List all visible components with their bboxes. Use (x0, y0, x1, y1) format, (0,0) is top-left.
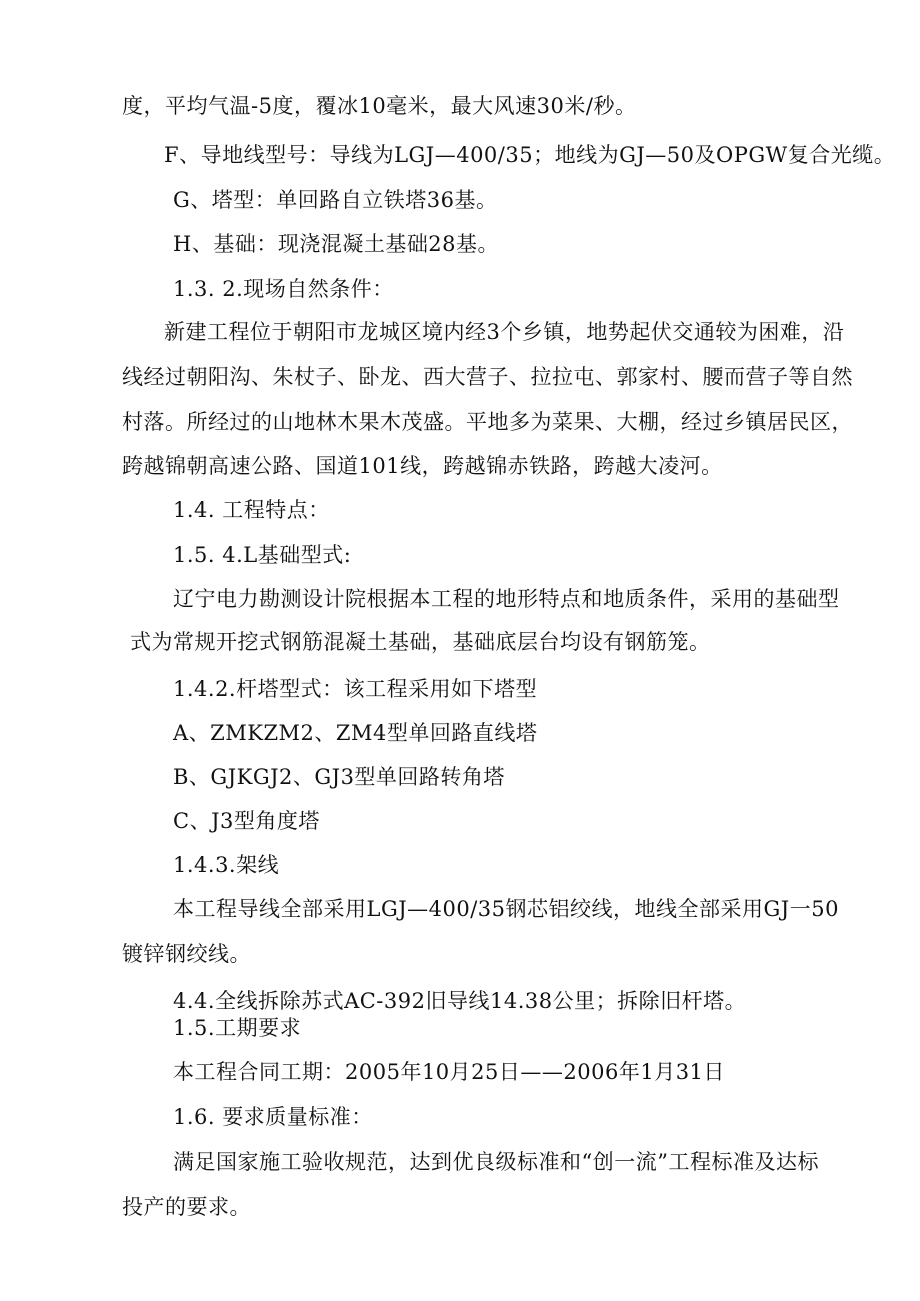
paragraph-line: F、导地线型号：导线为LGJ—400/35；地线为GJ—50及OPGW复合光缆。 (164, 143, 896, 167)
paragraph-line: 本工程导线全部采用LGJ—400/35钢芯铝绞线，地线全部采用GJ一50 (173, 897, 839, 921)
paragraph-line: G、塔型：单回路自立铁塔36基。 (173, 188, 498, 212)
paragraph-line: 镀锌钢绞线。 (122, 942, 251, 966)
paragraph-line: H、基础：现浇混凝土基础28基。 (173, 232, 500, 256)
paragraph-line: 度，平均气温-5度，覆冰10毫米，最大风速30米/秒。 (122, 94, 637, 118)
section-heading: 1.4.3.架线 (173, 853, 280, 877)
list-item: C、J3型角度塔 (173, 809, 320, 833)
paragraph-line: 村落。所经过的山地林木果木茂盛。平地多为菜果、大棚，经过乡镇居民区， (122, 410, 853, 434)
paragraph-line: 式为常规开挖式钢筋混凝土基础，基础底层台均设有钢筋笼。 (130, 630, 711, 654)
paragraph-line: 跨越锦朝高速公路、国道101线，跨越锦赤铁路，跨越大凌河。 (122, 454, 723, 478)
section-heading: 1.6. 要求质量标准： (173, 1105, 373, 1129)
list-item: B、GJKGJ2、GJ3型单回路转角塔 (173, 765, 505, 789)
section-heading: 1.3. 2.现场自然条件： (173, 277, 394, 301)
paragraph-line: 投产的要求。 (122, 1195, 251, 1219)
section-heading: 1.5. 4.L基础型式: (173, 543, 352, 567)
paragraph-line: 4.4.全线拆除苏式AC-392旧导线14.38公里；拆除旧杆塔。 (173, 989, 747, 1013)
paragraph-line: 新建工程位于朝阳市龙城区境内经3个乡镇，地势起伏交通较为困难，沿 (164, 320, 845, 344)
paragraph-line: 本工程合同工期：2005年10月25日——2006年1月31日 (173, 1060, 725, 1084)
paragraph-line: 线经过朝阳沟、朱杖子、卧龙、西大营子、拉拉屯、郭家村、腰而营子等自然 (122, 365, 853, 389)
paragraph-line: 辽宁电力勘测设计院根据本工程的地形特点和地质条件，采用的基础型 (173, 587, 840, 611)
section-heading: 1.4. 工程特点： (173, 498, 330, 522)
section-heading: 1.4.2.杆塔型式：该工程采用如下塔型 (173, 677, 538, 701)
section-heading: 1.5.工期要求 (173, 1016, 302, 1040)
paragraph-line: 满足国家施工验收规范，达到优良级标准和“创一流”工程标准及达标 (173, 1150, 819, 1174)
list-item: A、ZMKZM2、ZM4型单回路直线塔 (173, 721, 538, 745)
